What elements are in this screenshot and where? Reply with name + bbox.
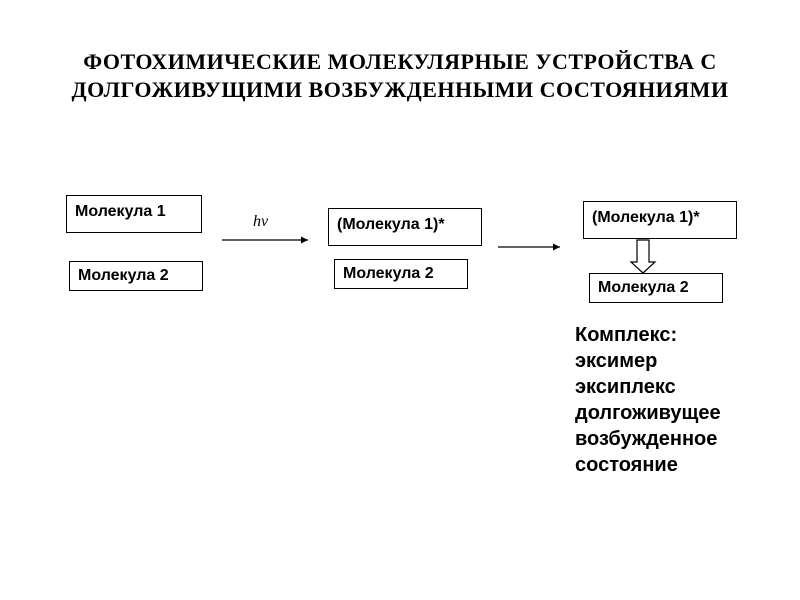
complex-item: долгоживущее <box>575 402 721 424</box>
stage3-molecule2-box <box>589 273 723 303</box>
stage2-molecule2-label: Молекула 2 <box>343 265 434 282</box>
stage3-molecule2-label: Молекула 2 <box>598 279 689 296</box>
complex-item: состояние <box>575 454 678 476</box>
stage1-molecule2-label: Молекула 2 <box>78 267 169 284</box>
stage3-excited-molecule1-label: (Молекула 1)* <box>592 209 700 226</box>
complex-item: возбужденное <box>575 428 718 450</box>
title-line-2: ДОЛГОЖИВУЩИМИ ВОЗБУЖДЕННЫМИ СОСТОЯНИЯМИ <box>71 77 729 102</box>
stage1-molecule1-box <box>66 195 202 233</box>
photon-label: hν <box>253 213 269 230</box>
complex-item: эксиплекс <box>575 376 676 398</box>
stage2-excited-molecule1-box <box>328 208 482 246</box>
stage1-molecule1-label: Молекула 1 <box>75 203 166 220</box>
stage2-excited-molecule1-label: (Молекула 1)* <box>337 216 445 233</box>
stage1-molecule2-box <box>69 261 203 291</box>
stage2-molecule2-box <box>334 259 468 289</box>
energy-transfer-arrow <box>631 240 655 273</box>
title-line-1: ФОТОХИМИЧЕСКИЕ МОЛЕКУЛЯРНЫЕ УСТРОЙСТВА С <box>83 49 717 74</box>
complex-item: эксимер <box>575 350 658 372</box>
complex-description <box>575 322 721 478</box>
complex-heading: Комплекс: <box>575 324 678 346</box>
stage3-excited-molecule1-box <box>583 201 737 239</box>
